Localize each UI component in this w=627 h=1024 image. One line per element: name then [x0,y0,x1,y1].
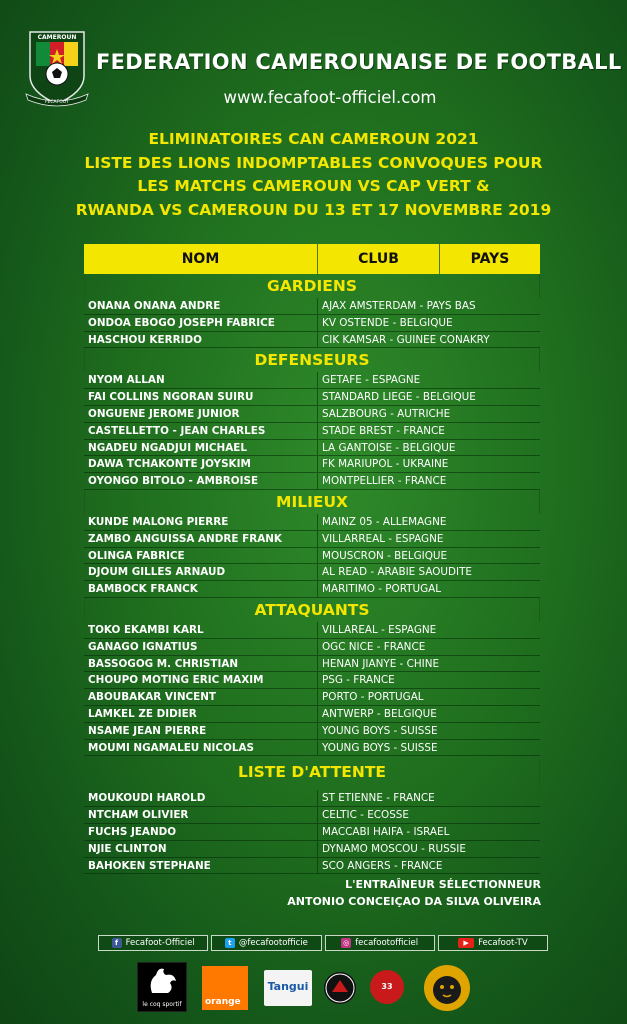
player-club: MACCABI HAIFA - ISRAEL [322,825,450,838]
player-club: MONTPELLIER - FRANCE [322,475,447,488]
social-label: @fecafootofficie [238,938,308,948]
header-club: CLUB [318,244,440,274]
section-title: ATTAQUANTS [84,598,540,622]
player-club: AJAX AMSTERDAM - PAYS BAS [322,300,476,312]
player-club: VILLARREAL - ESPAGNE [322,532,444,545]
social-label: Fecafoot-Officiel [125,938,195,948]
player-club: STADE BREST - FRANCE [322,424,445,437]
player-club: HENAN JIANYE - CHINE [322,657,440,670]
player-name: BAMBOCK FRANCK [84,581,318,597]
player-name: FUCHS JEANDO [84,824,318,840]
player-club: CELTIC - ECOSSE [322,809,409,822]
table-body [84,274,540,874]
player-row [84,858,540,875]
facebook-icon: f [112,938,122,948]
player-name: MOUKOUDI HAROLD [84,790,318,806]
player-row [84,790,540,807]
player-row [84,315,540,332]
player-row [84,740,540,757]
player-name: BASSOGOG M. CHRISTIAN [84,656,318,672]
subtitle-line: LISTE DES LIONS INDOMPTABLES CONVOQUES POUR [84,153,543,172]
svg-text:CAMEROUN: CAMEROUN [37,34,77,41]
tangui-label: Tangui [267,980,309,993]
header-nom: NOM [84,244,318,274]
orange-label: orange [205,997,241,1007]
player-club: MARITIMO - PORTUGAL [322,583,442,596]
player-row [84,456,540,473]
player-club: OGC NICE - FRANCE [322,640,426,653]
player-club: AL READ - ARABIE SAOUDITE [322,566,472,579]
player-row [84,824,540,841]
player-row [84,514,540,531]
player-club: GETAFE - ESPAGNE [322,374,421,387]
player-name: ONDOA EBOGO JOSEPH FABRICE [84,315,318,331]
player-name: KUNDE MALONG PIERRE [84,514,318,530]
youtube-icon: ▶ [458,938,474,948]
player-name: OLINGA FABRICE [84,548,318,564]
player-row [84,723,540,740]
player-club: STANDARD LIEGE - BELGIQUE [322,391,476,404]
player-row [84,372,540,389]
header [0,0,627,120]
social-links [98,935,548,951]
player-row [84,807,540,824]
player-name: MOUMI NGAMALEU NICOLAS [84,740,318,756]
tangui-logo [264,970,312,1006]
social-label: fecafootofficiel [355,938,419,948]
badge-label: 33 [381,982,393,991]
player-name: NGADEU NGADJUI MICHAEL [84,440,318,456]
player-club: SALZBOURG - AUTRICHE [322,407,451,420]
player-row [84,581,540,598]
social-facebook[interactable] [98,935,208,951]
player-club: KV OSTENDE - BELGIQUE [322,316,453,329]
social-youtube[interactable] [438,935,548,951]
section-title: MILIEUX [84,490,540,514]
subtitle-line: LES MATCHS CAMEROUN VS CAP VERT & [137,177,490,195]
player-name: OYONGO BITOLO - AMBROISE [84,473,318,489]
player-name: NYOM ALLAN [84,372,318,388]
sponsor-emblem-icon [324,972,356,1004]
player-club: DYNAMO MOSCOU - RUSSIE [322,842,466,855]
section-title: DEFENSEURS [84,348,540,372]
player-row [84,440,540,457]
player-name: CHOUPO MOTING ERIC MAXIM [84,672,318,688]
player-row [84,423,540,440]
orange-logo [202,966,248,1010]
player-row [84,531,540,548]
svg-text:FECAFOOT: FECAFOOT [44,100,70,105]
player-row [84,689,540,706]
player-row [84,656,540,673]
player-row [84,406,540,423]
player-row [84,473,540,490]
squad-table [84,244,540,874]
player-club: MAINZ 05 - ALLEMAGNE [322,515,447,528]
player-name: TOKO EKAMBI KARL [84,622,318,638]
player-row [84,639,540,656]
section-title: LISTE D'ATTENTE [84,758,540,790]
player-row [84,389,540,406]
player-name: ONANA ONANA ANDRE [84,298,318,314]
lion-head-icon [422,962,472,1014]
subtitle-line: ELIMINATOIRES CAN CAMEROUN 2021 [148,130,479,148]
player-name: NTCHAM OLIVIER [84,807,318,823]
website-link[interactable]: www.fecafoot-officiel.com [223,88,437,107]
header-pays: PAYS [470,251,510,267]
social-label: Fecafoot-TV [478,938,528,948]
player-name: DAWA TCHAKONTE JOYSKIM [84,456,318,472]
le-coq-sportif-logo [137,962,187,1012]
player-name: NSAME JEAN PIERRE [84,723,318,739]
twitter-icon: t [225,938,235,948]
player-name: NJIE CLINTON [84,841,318,857]
rooster-icon [138,963,186,999]
player-name: CASTELLETTO - JEAN CHARLES [84,423,318,439]
table-header [84,244,540,274]
coq-label: le coq sportif [142,1001,182,1008]
player-name: ONGUENE JEROME JUNIOR [84,406,318,422]
player-row [84,672,540,689]
player-name: GANAGO IGNATIUS [84,639,318,655]
player-name: ABOUBAKAR VINCENT [84,689,318,705]
sponsor-bar [132,960,482,1016]
federation-title: FEDERATION CAMEROUNAISE DE FOOTBALL [96,50,622,74]
player-row [84,564,540,581]
coach-signature [287,876,541,910]
player-club: ST ETIENNE - FRANCE [322,792,435,805]
instagram-icon: ◎ [343,939,350,947]
subtitle-line: RWANDA VS CAMEROUN DU 13 ET 17 NOVEMBRE 2019 [75,200,552,219]
social-instagram[interactable] [325,935,435,951]
section-title: GARDIENS [84,274,540,298]
player-club: MOUSCRON - BELGIQUE [322,549,448,562]
player-row [84,332,540,349]
player-row [84,706,540,723]
player-name: ZAMBO ANGUISSA ANDRE FRANK [84,531,318,547]
coach-name: ANTONIO CONCEIÇAO DA SILVA OLIVEIRA [287,895,541,908]
fecafoot-logo [24,28,90,110]
player-club: YOUNG BOYS - SUISSE [322,741,438,754]
player-name: BAHOKEN STEPHANE [84,858,318,874]
player-club: YOUNG BOYS - SUISSE [322,724,438,737]
player-name: HASCHOU KERRIDO [84,332,318,348]
player-club: LA GANTOISE - BELGIQUE [322,441,456,454]
player-club: CIK KAMSAR - GUINEE CONAKRY [322,333,490,346]
player-club: PORTO - PORTUGAL [322,691,424,704]
player-name: DJOUM GILLES ARNAUD [84,564,318,580]
player-name: LAMKEL ZE DIDIER [84,706,318,722]
player-club: PSG - FRANCE [322,674,395,687]
coach-role: L'ENTRAÎNEUR SÉLECTIONNEUR [345,878,541,891]
social-twitter[interactable] [211,935,321,951]
player-club: ANTWERP - BELGIQUE [322,707,437,720]
player-row [84,622,540,639]
player-row [84,298,540,315]
player-club: VILLAREAL - ESPAGNE [322,623,437,636]
player-club: FK MARIUPOL - UKRAINE [322,458,449,471]
subtitle-block [0,128,627,222]
sponsor-33-logo [370,970,404,1004]
player-name: FAI COLLINS NGORAN SUIRU [84,389,318,405]
player-club: SCO ANGERS - FRANCE [322,859,443,872]
player-row [84,841,540,858]
player-row [84,548,540,565]
